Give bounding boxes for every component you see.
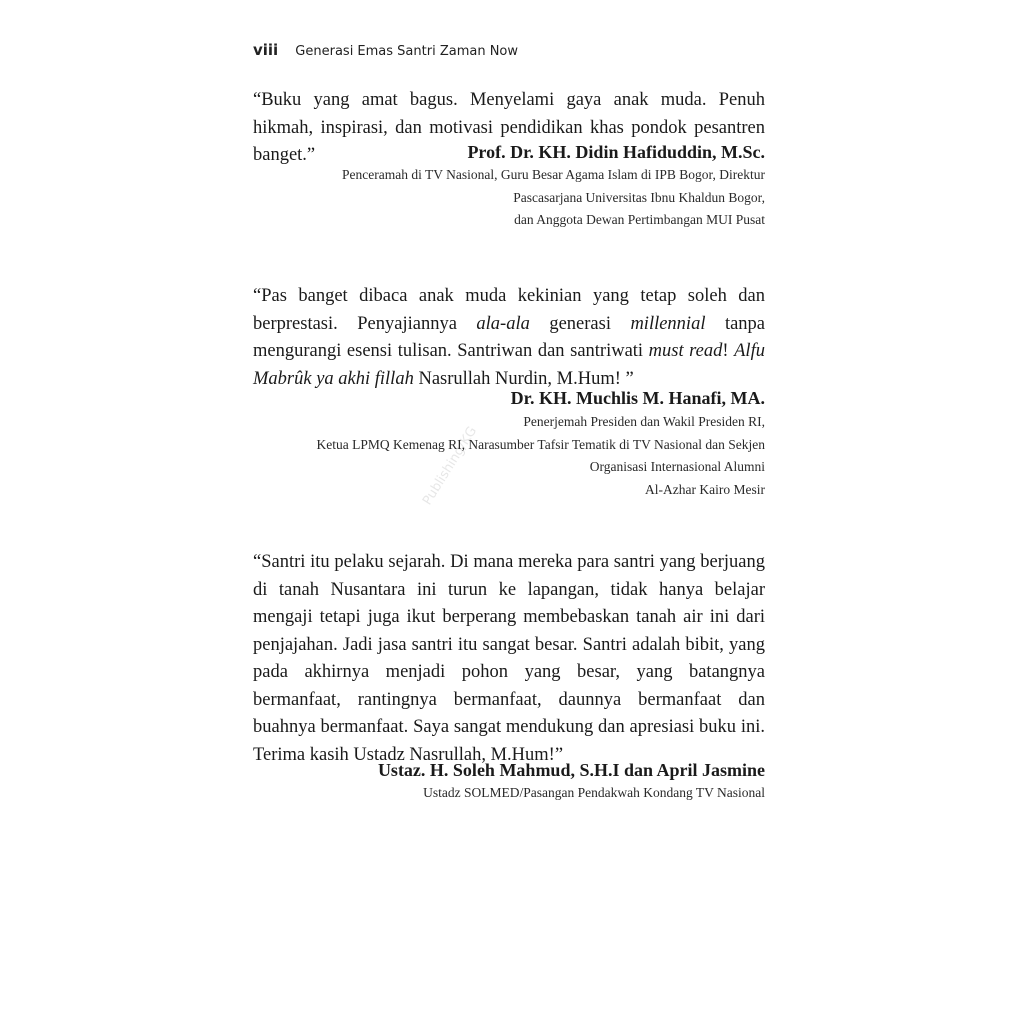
testimonial-author-3: Ustaz. H. Soleh Mahmud, S.H.I dan April Jasmine <box>377 760 765 780</box>
quote-segment: millennial <box>630 313 706 334</box>
credential-line: dan Anggota Dewan Pertimbangan MUI Pusat <box>514 212 765 227</box>
testimonial-credentials-3 <box>423 782 765 805</box>
credential-line: Ustadz SOLMED/Pasangan Pendakwah Kondang TV Nasional <box>423 785 765 800</box>
quote-segment: tanpa mengurangi esensi tulisan. Santriwan dan santriwati <box>253 313 766 361</box>
quote-segment: “Pas banget dibaca anak muda kekinian yang tetap soleh dan berprestasi. Penyajiannya <box>253 286 765 334</box>
quote-segment: Nasrullah Nurdin, M.Hum! ” <box>413 368 634 389</box>
testimonial-author-1: Prof. Dr. KH. Didin Hafiduddin, M.Sc. <box>467 142 765 162</box>
page-number: viii <box>253 41 279 59</box>
running-head <box>253 40 518 59</box>
credential-line: Organisasi Internasional Alumni <box>589 459 765 474</box>
quote-segment: generasi <box>529 313 631 334</box>
quote-segment: ! <box>722 341 735 361</box>
quote-segment: must read <box>648 341 723 361</box>
testimonial-quote-2 <box>253 283 765 393</box>
quote-segment: Alfu Mabrûk ya akhi fillah <box>253 341 765 389</box>
quote-segment: ala-ala <box>476 313 530 334</box>
credential-line: Penerjemah Presiden dan Wakil Presiden RI, <box>523 414 765 429</box>
quote-segment: “Buku yang amat bagus. Menyelami gaya anak muda. Penuh hikmah, inspirasi, dan motivasi pendidikan khas pondok pesantren banget.” <box>253 90 765 165</box>
credential-line: Pascasarjana Universitas Ibnu Khaldun Bogor, <box>513 189 765 205</box>
credential-line: Al-Azhar Kairo Mesir <box>645 481 765 497</box>
watermark: Publishing/KG <box>420 424 481 508</box>
credential-line: Ketua LPMQ Kemenag RI, Narasumber Tafsir Tematik di TV Nasional dan Sekjen <box>316 436 765 452</box>
credential-line: Penceramah di TV Nasional, Guru Besar Agama Islam di IPB Bogor, Direktur <box>341 167 765 182</box>
testimonial-credentials-1 <box>342 164 765 232</box>
testimonial-quote-3 <box>253 549 765 769</box>
quote-segment: “Santri itu pelaku sejarah. Di mana mereka para santri yang berjuang di tanah Nusantara ini turun ke lapangan, tidak hanya belajar mengaji tetapi juga ikut berperang membebaskan tanah air ini dari penjajahan. Jadi jasa santri itu sangat besar. Santri adalah bibit, yang pada akhirnya menjadi pohon yang besar, yang batangnya bermanfaat, rantingnya bermanfaat, daunnya bermanfaat dan buahnya bermanfaat. Saya sangat mendukung dan apresiasi buku ini. Terima kasih Ustadz Nasrullah, M.Hum!” <box>253 552 765 765</box>
testimonial-credentials-2 <box>316 411 765 501</box>
testimonial-author-2: Dr. KH. Muchlis M. Hanafi, MA. <box>510 388 765 408</box>
book-title: Generasi Emas Santri Zaman Now <box>295 44 519 59</box>
